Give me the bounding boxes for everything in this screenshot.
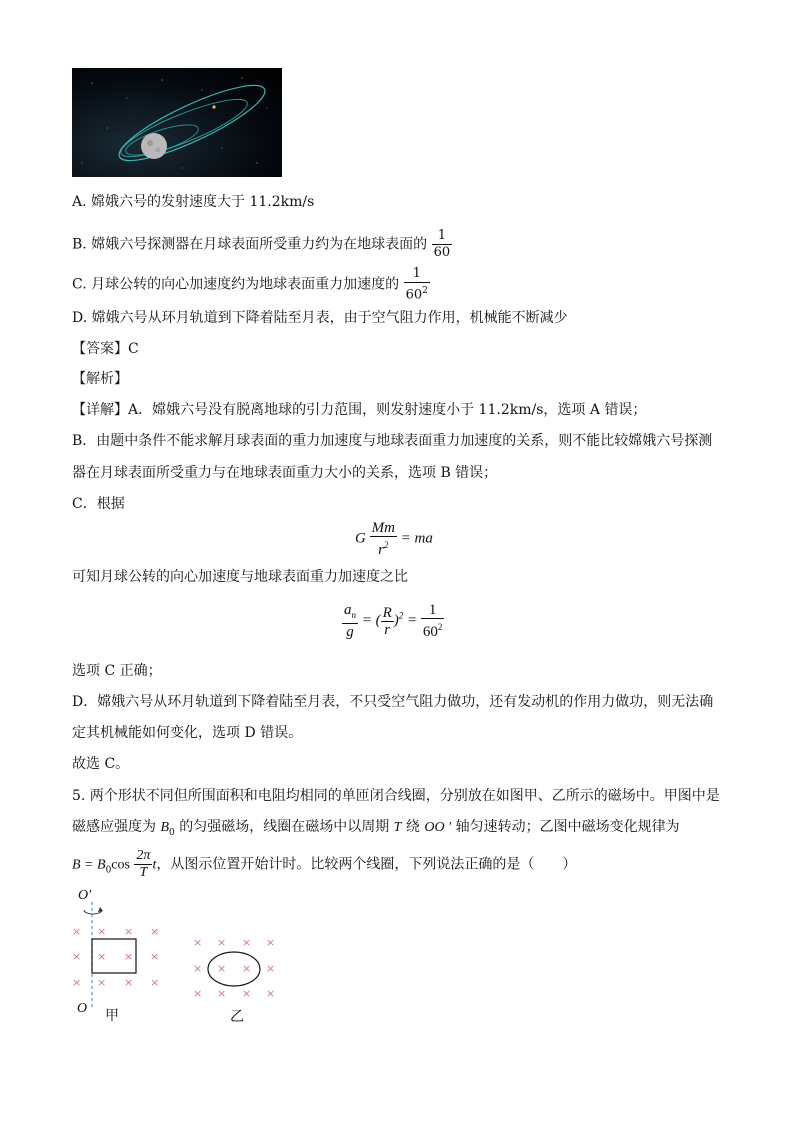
detail-c-line2: 可知月球公转的向心加速度与地球表面重力加速度之比 — [72, 569, 408, 585]
eq2-open: = ( — [361, 612, 381, 629]
field-cross: × — [150, 925, 160, 938]
field-cross: × — [72, 976, 82, 989]
detail-c-conclusion: 选项 C 正确； — [72, 663, 162, 679]
field-cross: × — [217, 987, 227, 1000]
eq1-G: G — [355, 530, 366, 547]
q5-line1: 5. 两个形状不同但所围面积和电阻均相同的单匝闭合线圈，分别放在如图甲、乙所示的磁场中。甲图中是 — [72, 788, 720, 804]
field-cross: × — [72, 925, 82, 938]
detail-c-line: C．根据 — [72, 496, 125, 512]
field-cross: × — [193, 962, 203, 975]
eq2-equals: = — [407, 612, 418, 629]
figure-label-yi: 乙 — [230, 1009, 244, 1025]
q5-cos-fraction: $\frac{2\pi}{T}$ — [136, 848, 151, 880]
detail-a: 【详解】A．嫦娥六号没有脱离地球的引力范围，则发射速度小于 11.2km/s，选项 A 错误； — [72, 402, 647, 418]
field-cross: × — [97, 976, 107, 989]
field-cross: × — [217, 936, 227, 949]
option-c-num: 1 — [404, 266, 430, 283]
field-cross: × — [72, 950, 82, 963]
option-c — [72, 266, 430, 303]
field-cross: × — [97, 950, 107, 963]
eq2-right-fraction: $\frac{1}{60^2}$ — [422, 602, 443, 640]
option-b-text: B. 嫦娥六号探测器在月球表面所受重力约为在地球表面的 — [72, 236, 428, 253]
field-cross: × — [150, 950, 160, 963]
option-b-den: 60 — [433, 245, 451, 260]
eq1-rhs: = ma — [400, 530, 433, 547]
field-cross: × — [266, 936, 276, 949]
equation-ratio: $\frac{a_n}{g}$ = ( $\frac{R}{r}$ )$^2$ = $\frac{1}{60^2}$ — [344, 602, 443, 640]
field-cross: × — [242, 962, 252, 975]
answer-label: 【答案】 — [72, 341, 128, 357]
option-b — [72, 228, 452, 261]
option-c-fraction — [404, 266, 430, 303]
field-cross: × — [193, 936, 203, 949]
detail-b-line1: B．由题中条件不能求解月球表面的重力加速度与地球表面重力加速度的关系，则不能比较嫦娥六号探测 — [72, 433, 713, 449]
eq1-den: $r^2$ — [378, 540, 389, 558]
field-cross: × — [193, 987, 203, 1000]
detail-final: 故选 C。 — [72, 756, 130, 772]
field-cross: × — [150, 976, 160, 989]
detail-d-line1: D．嫦娥六号从环月轨道到下降着陆至月表，不只受空气阻力做功，还有发动机的作用力做功，则无法确 — [72, 694, 714, 710]
change6-orbit-photo — [72, 68, 282, 177]
field-cross: × — [97, 925, 107, 938]
detail-b-line2: 器在月球表面所受重力与在地球表面重力大小的关系，选项 B 错误； — [72, 465, 498, 481]
elliptical-coil — [208, 952, 260, 986]
answer — [72, 339, 139, 359]
option-b-fraction — [432, 228, 453, 261]
option-c-den: $60^2$ — [405, 286, 428, 303]
eq1-fraction — [370, 520, 397, 558]
analysis-label: 【解析】 — [72, 371, 128, 387]
figure-yi-diagram — [200, 948, 270, 992]
figure-label-jia: 甲 — [105, 1008, 119, 1024]
field-cross: × — [242, 987, 252, 1000]
option-c-text: C. 月球公转的向心加速度约为地球表面重力加速度的 — [72, 276, 400, 293]
option-d: D. 嫦娥六号从环月轨道到下降着陆至月表，由于空气阻力作用，机械能不断减少 — [72, 310, 568, 326]
q5-line2: 磁感应强度为 $B_0$ 的匀强磁场，线圈在磁场中以周期 T 绕 OO ′ 轴匀速转动；乙图中磁场变化规律为 — [72, 819, 680, 838]
field-cross: × — [266, 987, 276, 1000]
option-b-num: 1 — [432, 228, 453, 245]
field-cross: × — [266, 962, 276, 975]
eq2-left-fraction: $\frac{a_n}{g}$ — [344, 602, 356, 640]
axis-label-o: O — [77, 1001, 88, 1016]
equation-gravity — [355, 520, 433, 558]
q5-line3: $B = B_0\cos$ $\frac{2\pi}{T}$ t，从图示位置开始计时。比较两个线圈，下列说法正确的是（ ） — [72, 848, 577, 880]
field-cross: × — [124, 950, 134, 963]
detail-d-line2: 定其机械能如何变化，选项 D 错误。 — [72, 725, 303, 741]
option-a: A. 嫦娥六号的发射速度大于 11.2km/s — [72, 194, 315, 210]
field-cross: × — [124, 976, 134, 989]
eq2-mid-fraction: $\frac{R}{r}$ — [382, 604, 392, 638]
orbit-illustration — [72, 68, 282, 177]
answer-value: C — [128, 341, 139, 357]
field-cross: × — [217, 962, 227, 975]
field-cross: × — [124, 925, 134, 938]
eq1-num: Mm — [371, 520, 395, 536]
axis-label-o-prime: O′ — [78, 888, 92, 903]
eq2-close: ) — [393, 612, 399, 629]
field-cross: × — [242, 936, 252, 949]
